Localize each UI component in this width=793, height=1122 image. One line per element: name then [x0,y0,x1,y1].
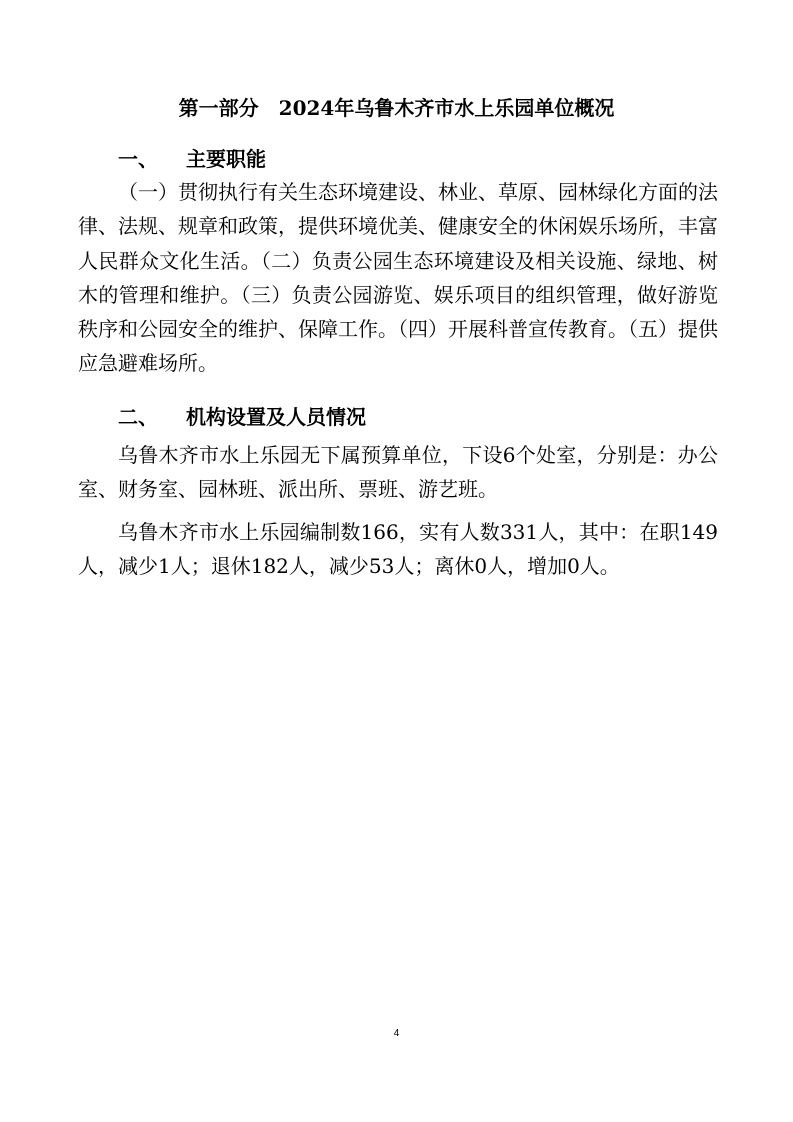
section-heading-text: 机构设置及人员情况 [186,405,366,429]
section-heading-text: 主要职能 [186,147,266,171]
page-number: 4 [393,1028,400,1039]
section-number: 二、 [118,405,158,429]
section-heading-organization [118,403,366,431]
organization-paragraph: 乌鲁木齐市水上乐园无下属预算单位，下设6个处室，分别是：办公室、财务室、园林班、派出所、票班、游艺班。 [78,443,718,502]
page-title: 第一部分 2024年乌鲁木齐市水上乐园单位概况 [178,96,615,120]
section-heading-functions [118,145,266,173]
staffing-paragraph: 乌鲁木齐市水上乐园编制数166，实有人数331人，其中：在职149人，减少1人；退休182人，减少53人；离休0人，增加0人。 [78,520,718,579]
functions-paragraph: （一）贯彻执行有关生态环境建设、林业、草原、园林绿化方面的法律、法规、规章和政策，提供环境优美、健康安全的休闲娱乐场所，丰富人民群众文化生活。（二）负责公园生态环境建设及相关设施、绿地、树木的管理和维护。（三）负责公园游览、娱乐项目的组织管理，做好游览秩序和公园安全的维护、保障工作。（四）开展科普宣传教育。（五）提供应急避难场所。 [78,180,718,376]
section-number: 一、 [118,147,158,171]
